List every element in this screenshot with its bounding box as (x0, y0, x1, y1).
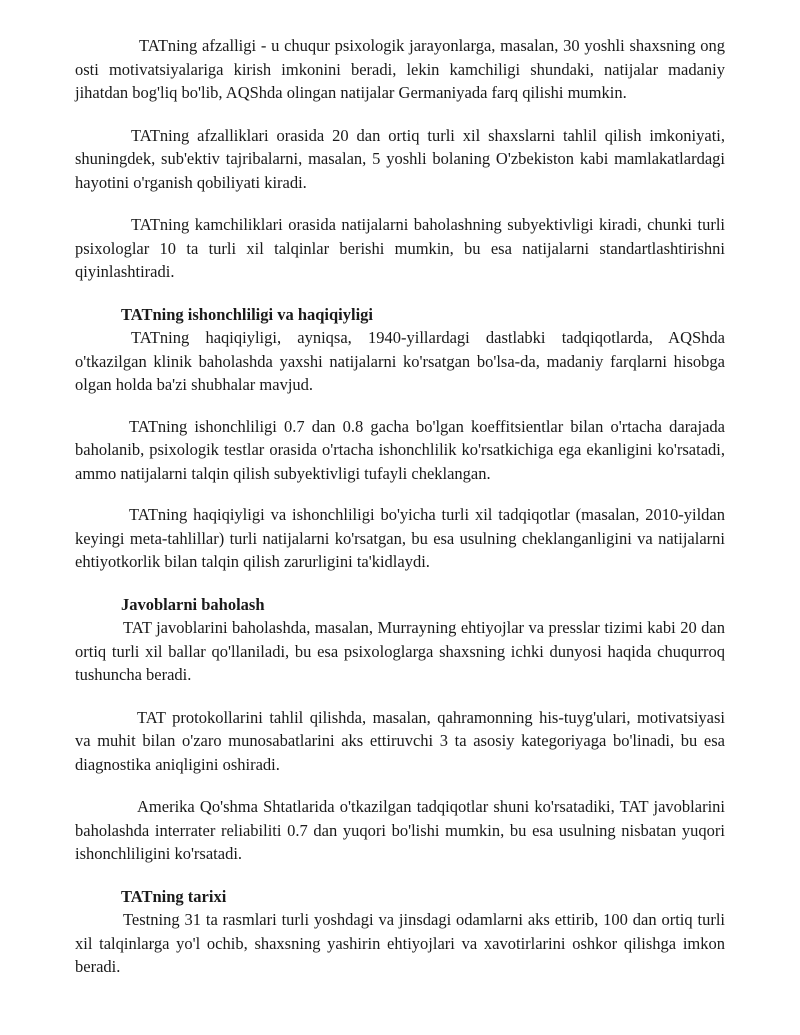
paragraph-tat-advantage: TATning afzalligi - u chuqur psixologik jarayonlarga, masalan, 30 yoshli shaxsning ong osti motivatsiyalariga kirish imkonini beradi, lekin kamchiligi shundaki, natijalar madaniy jihatdan bog'liq bo'lib, AQShda olingan natijalar Germaniyada farq qilishi mumkin. (75, 36, 725, 102)
paragraph-tat-advantages-list: TATning afzalliklari orasida 20 dan ortiq turli xil shaxslarni tahlil qilish imkoniyati, shuningdek, sub'ektiv tajribalarni, masalan, 5 yoshli bolaning O'zbekiston kabi mamlakatlardagi hayotini o'rganish qobiliyati kiradi. (75, 125, 725, 192)
paragraph-tat-pictures: Testning 31 ta rasmlari turli yoshdagi va jinsdagi odamlarni aks ettirib, 100 dan ortiq turli xil talqinlarga yo'l ochib, shaxsning yashirin ehtiyojlari va xavotirlarini oshkor qilishga imkon beradi. (75, 910, 725, 976)
paragraph-tat-studies: TATning haqiqiyligi va ishonchliligi bo'yicha turli xil tadqiqotlar (masalan, 2010-yildan keyingi meta-tahlillar) turli natijalarni ko'rsatgan, bu esa usulning cheklanganligini va natijalarni ehtiyotkorlik bilan talqin qilish zarurligini ta'kidlaydi. (75, 505, 725, 571)
heading-scoring-responses: Javoblarni baholash (121, 594, 265, 614)
document-page (75, 34, 725, 979)
heading-reliability-validity: TATning ishonchliligi va haqiqiyligi (121, 304, 374, 324)
paragraph-tat-validity: TATning haqiqiyligi, ayniqsa, 1940-yillardagi dastlabki tadqiqotlarda, AQShda o'tkazilgan klinik baholashda yaxshi natijalarni ko'rsatgan bo'lsa-da, madaniy farqlarni hisobga olgan holda ba'zi shubhalar mavjud. (75, 328, 725, 394)
paragraph-tat-interrater: Amerika Qo'shma Shtatlarida o'tkazilgan tadqiqotlar shuni ko'rsatadiki, TAT javoblarini baholashda interrater reliabiliti 0.7 dan yuqori bo'lishi mumkin, bu esa usulning nisbatan yuqori ishonchliligini ko'rsatadi. (75, 797, 725, 863)
heading-tat-history: TATning tarixi (121, 886, 227, 906)
paragraph-tat-disadvantages: TATning kamchiliklari orasida natijalarni baholashning subyektivligi kiradi, chunki turli psixologlar 10 ta turli xil talqinlar berishi mumkin, bu esa natijalarni standartlashtirishni qiyinlashtiradi. (75, 215, 725, 281)
paragraph-tat-scoring: TAT javoblarini baholashda, masalan, Murrayning ehtiyojlar va presslar tizimi kabi 20 dan ortiq turli xil ballar qo'llaniladi, bu esa psixologlarga shaxsning ichki dunyosi haqida chuqurroq tushuncha beradi. (75, 618, 725, 684)
paragraph-tat-protocols: TAT protokollarini tahlil qilishda, masalan, qahramonning his-tuyg'ulari, motivatsiyasi va muhit bilan o'zaro munosabatlarini aks ettiruvchi 3 ta asosiy kategoriyaga bo'linadi, bu esa diagnostika aniqligini oshiradi. (75, 707, 725, 774)
paragraph-tat-reliability: TATning ishonchliligi 0.7 dan 0.8 gacha bo'lgan koeffitsientlar bilan o'rtacha darajada baholanib, psixologik testlar orasida o'rtacha ishonchlilik ko'rsatkichiga ega ekanligini ko'rsatadi, ammo natijalarni talqin qilish subyektivligi tufayli cheklangan. (75, 416, 725, 483)
